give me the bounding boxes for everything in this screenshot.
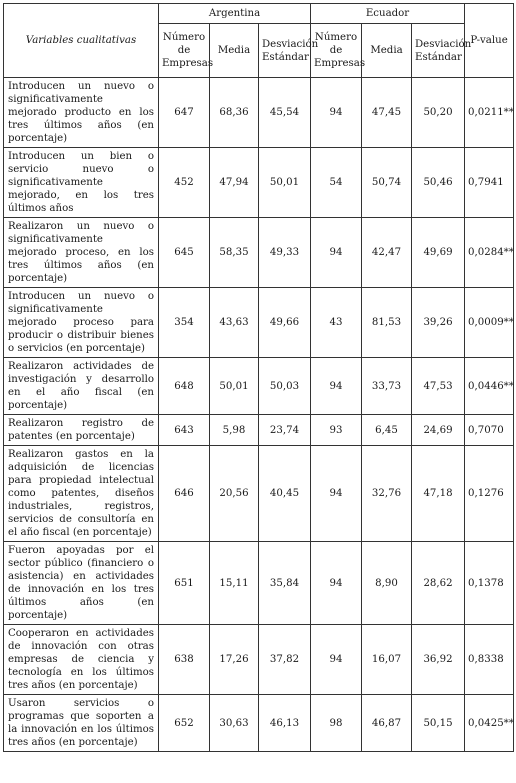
cell-media-ec: 46,87 xyxy=(362,695,412,752)
cell-media-ar: 17,26 xyxy=(210,625,259,695)
cell-media-ec: 47,45 xyxy=(362,78,412,148)
cell-empresas-ec: 98 xyxy=(311,695,362,752)
cell-pvalue: 0,7070 xyxy=(465,415,514,446)
cell-empresas-ec: 94 xyxy=(311,625,362,695)
row-label: Usaron servicios o programas que soporten a la innovación en los últimos tres años (en porcentaje) xyxy=(4,695,159,752)
cell-empresas-ar: 638 xyxy=(159,625,210,695)
cell-empresas-ar: 652 xyxy=(159,695,210,752)
row-label: Realizaron registro de patentes (en porcentaje) xyxy=(4,415,159,446)
cell-media-ar: 20,56 xyxy=(210,446,259,542)
cell-media-ar: 43,63 xyxy=(210,288,259,358)
table-row xyxy=(4,148,514,218)
table-header xyxy=(4,4,514,78)
cell-empresas-ec: 54 xyxy=(311,148,362,218)
cell-media-ar: 47,94 xyxy=(210,148,259,218)
cell-desviacion-ar: 35,84 xyxy=(259,542,311,625)
table-row xyxy=(4,358,514,415)
statistics-table xyxy=(3,3,514,752)
group-header-ecuador: Ecuador xyxy=(311,4,465,24)
cell-pvalue: 0,1276 xyxy=(465,446,514,542)
cell-pvalue: 0,0284** xyxy=(465,218,514,288)
cell-empresas-ar: 452 xyxy=(159,148,210,218)
cell-media-ar: 58,35 xyxy=(210,218,259,288)
cell-desviacion-ec: 49,69 xyxy=(412,218,465,288)
cell-media-ar: 68,36 xyxy=(210,78,259,148)
col-header-empresas-ar: Número de Empresas xyxy=(159,24,210,78)
cell-empresas-ar: 647 xyxy=(159,78,210,148)
cell-media-ec: 33,73 xyxy=(362,358,412,415)
col-header-media-ar: Media xyxy=(210,24,259,78)
row-label: Cooperaron en actividades de innovación con otras empresas de ciencia y tecnología en los últimos tres años (en porcentaje) xyxy=(4,625,159,695)
row-label: Realizaron actividades de investigación y desarrollo en el año fiscal (en porcentaje) xyxy=(4,358,159,415)
cell-empresas-ar: 651 xyxy=(159,542,210,625)
cell-desviacion-ec: 50,20 xyxy=(412,78,465,148)
row-label: Realizaron gastos en la adquisición de licencias para propiedad intelectual como patentes, diseños industriales, registros, servicios de consultoría en el año fiscal (en porcentaje) xyxy=(4,446,159,542)
cell-media-ec: 6,45 xyxy=(362,415,412,446)
group-header-argentina: Argentina xyxy=(159,4,311,24)
cell-empresas-ec: 43 xyxy=(311,288,362,358)
row-label: Realizaron un nuevo o significativamente mejorado proceso, en los tres últimos años (en porcentaje) xyxy=(4,218,159,288)
cell-desviacion-ar: 50,01 xyxy=(259,148,311,218)
row-label: Introducen un nuevo o significativamente mejorado proceso para producir o distribuir bienes o servicios (en porcentaje) xyxy=(4,288,159,358)
table-row xyxy=(4,218,514,288)
cell-desviacion-ar: 40,45 xyxy=(259,446,311,542)
cell-desviacion-ec: 47,18 xyxy=(412,446,465,542)
cell-media-ar: 50,01 xyxy=(210,358,259,415)
row-label: Fueron apoyadas por el sector público (financiero o asistencia) en actividades de innovación en los tres últimos años (en porcentaje) xyxy=(4,542,159,625)
cell-desviacion-ec: 50,15 xyxy=(412,695,465,752)
table-body xyxy=(4,78,514,752)
cell-empresas-ar: 354 xyxy=(159,288,210,358)
cell-desviacion-ar: 50,03 xyxy=(259,358,311,415)
cell-desviacion-ec: 50,46 xyxy=(412,148,465,218)
cell-empresas-ec: 94 xyxy=(311,542,362,625)
cell-pvalue: 0,0211** xyxy=(465,78,514,148)
cell-empresas-ec: 94 xyxy=(311,218,362,288)
table-row xyxy=(4,542,514,625)
cell-pvalue: 0,0425** xyxy=(465,695,514,752)
cell-media-ec: 8,90 xyxy=(362,542,412,625)
cell-desviacion-ec: 36,92 xyxy=(412,625,465,695)
cell-empresas-ec: 93 xyxy=(311,415,362,446)
cell-pvalue: 0,8338 xyxy=(465,625,514,695)
cell-media-ec: 50,74 xyxy=(362,148,412,218)
table-row xyxy=(4,78,514,148)
cell-media-ar: 5,98 xyxy=(210,415,259,446)
variables-header: Variables cualitativas xyxy=(4,4,159,78)
col-header-empresas-ec: Número de Empresas xyxy=(311,24,362,78)
table-row xyxy=(4,415,514,446)
cell-desviacion-ar: 46,13 xyxy=(259,695,311,752)
cell-desviacion-ec: 39,26 xyxy=(412,288,465,358)
col-header-desviacion-ar: Desviación Estándar xyxy=(259,24,311,78)
col-header-media-ec: Media xyxy=(362,24,412,78)
pvalue-header: P-value xyxy=(465,4,514,78)
cell-empresas-ec: 94 xyxy=(311,446,362,542)
cell-media-ec: 42,47 xyxy=(362,218,412,288)
cell-media-ec: 32,76 xyxy=(362,446,412,542)
cell-desviacion-ar: 37,82 xyxy=(259,625,311,695)
cell-media-ec: 81,53 xyxy=(362,288,412,358)
cell-pvalue: 0,0009** xyxy=(465,288,514,358)
cell-empresas-ec: 94 xyxy=(311,78,362,148)
col-header-desviacion-ec: Desviación Estándar xyxy=(412,24,465,78)
table-row xyxy=(4,446,514,542)
cell-desviacion-ec: 28,62 xyxy=(412,542,465,625)
cell-desviacion-ec: 47,53 xyxy=(412,358,465,415)
table-row xyxy=(4,288,514,358)
table-row xyxy=(4,695,514,752)
cell-pvalue: 0,0446** xyxy=(465,358,514,415)
cell-desviacion-ar: 49,33 xyxy=(259,218,311,288)
table-row xyxy=(4,625,514,695)
cell-empresas-ar: 643 xyxy=(159,415,210,446)
cell-empresas-ar: 645 xyxy=(159,218,210,288)
cell-desviacion-ec: 24,69 xyxy=(412,415,465,446)
cell-media-ar: 30,63 xyxy=(210,695,259,752)
cell-desviacion-ar: 45,54 xyxy=(259,78,311,148)
row-label: Introducen un nuevo o significativamente mejorado producto en los tres últimos años (en porcentaje) xyxy=(4,78,159,148)
cell-pvalue: 0,1378 xyxy=(465,542,514,625)
row-label: Introducen un bien o servicio nuevo o significativamente mejorado, en los tres últimos años xyxy=(4,148,159,218)
cell-media-ec: 16,07 xyxy=(362,625,412,695)
cell-empresas-ar: 646 xyxy=(159,446,210,542)
cell-desviacion-ar: 23,74 xyxy=(259,415,311,446)
cell-empresas-ar: 648 xyxy=(159,358,210,415)
cell-media-ar: 15,11 xyxy=(210,542,259,625)
cell-desviacion-ar: 49,66 xyxy=(259,288,311,358)
cell-pvalue: 0,7941 xyxy=(465,148,514,218)
cell-empresas-ec: 94 xyxy=(311,358,362,415)
